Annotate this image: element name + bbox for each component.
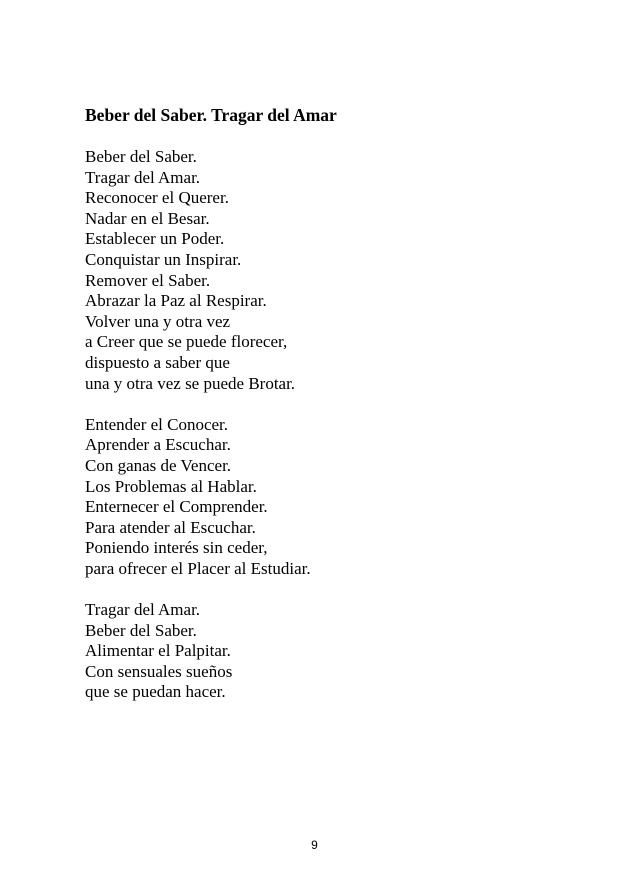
poem-line: Abrazar la Paz al Respirar.: [85, 291, 267, 311]
poem-body: [85, 147, 585, 703]
poem-line: Beber del Saber.: [85, 147, 197, 166]
stanza: [85, 600, 585, 703]
poem-line: una y otra vez se puede Brotar.: [85, 373, 296, 393]
poem-line: Volver una y otra vez: [85, 311, 231, 331]
poem-line: Con ganas de Vencer.: [85, 455, 232, 475]
poem-line: Aprender a Escuchar.: [85, 435, 231, 455]
poem-line: Establecer un Poder.: [85, 229, 225, 249]
poem-line: Tragar del Amar.: [85, 600, 201, 620]
page-number: 9: [311, 838, 318, 852]
poem-line: Alimentar el Palpitar.: [85, 641, 231, 661]
poem-title: Beber del Saber. Tragar del Amar: [85, 105, 337, 125]
poem-line: Beber del Saber.: [85, 620, 197, 640]
stanza: [85, 415, 585, 580]
poem-line: Conquistar un Inspirar.: [85, 249, 242, 269]
poem-line: Con sensuales sueños: [85, 661, 233, 681]
poem-line: para ofrecer el Placer al Estudiar.: [85, 558, 311, 578]
poem: [85, 105, 585, 724]
stanza: [85, 147, 585, 394]
poem-line: Enternecer el Comprender.: [85, 497, 268, 517]
poem-line: dispuesto a saber que: [85, 352, 230, 372]
poem-line: Poniendo interés sin ceder,: [85, 538, 268, 558]
poem-line: a Creer que se puede florecer,: [85, 332, 288, 352]
poem-line: que se puedan hacer.: [85, 682, 226, 702]
poem-line: Entender el Conocer.: [85, 414, 229, 434]
poem-line: Para atender al Escuchar.: [85, 517, 256, 537]
poem-line: Tragar del Amar.: [85, 167, 201, 187]
poem-line: Reconocer el Querer.: [85, 188, 229, 208]
poem-line: Nadar en el Besar.: [85, 208, 210, 228]
poem-line: Los Problemas al Hablar.: [85, 476, 257, 496]
poem-line: Remover el Saber.: [85, 270, 211, 290]
